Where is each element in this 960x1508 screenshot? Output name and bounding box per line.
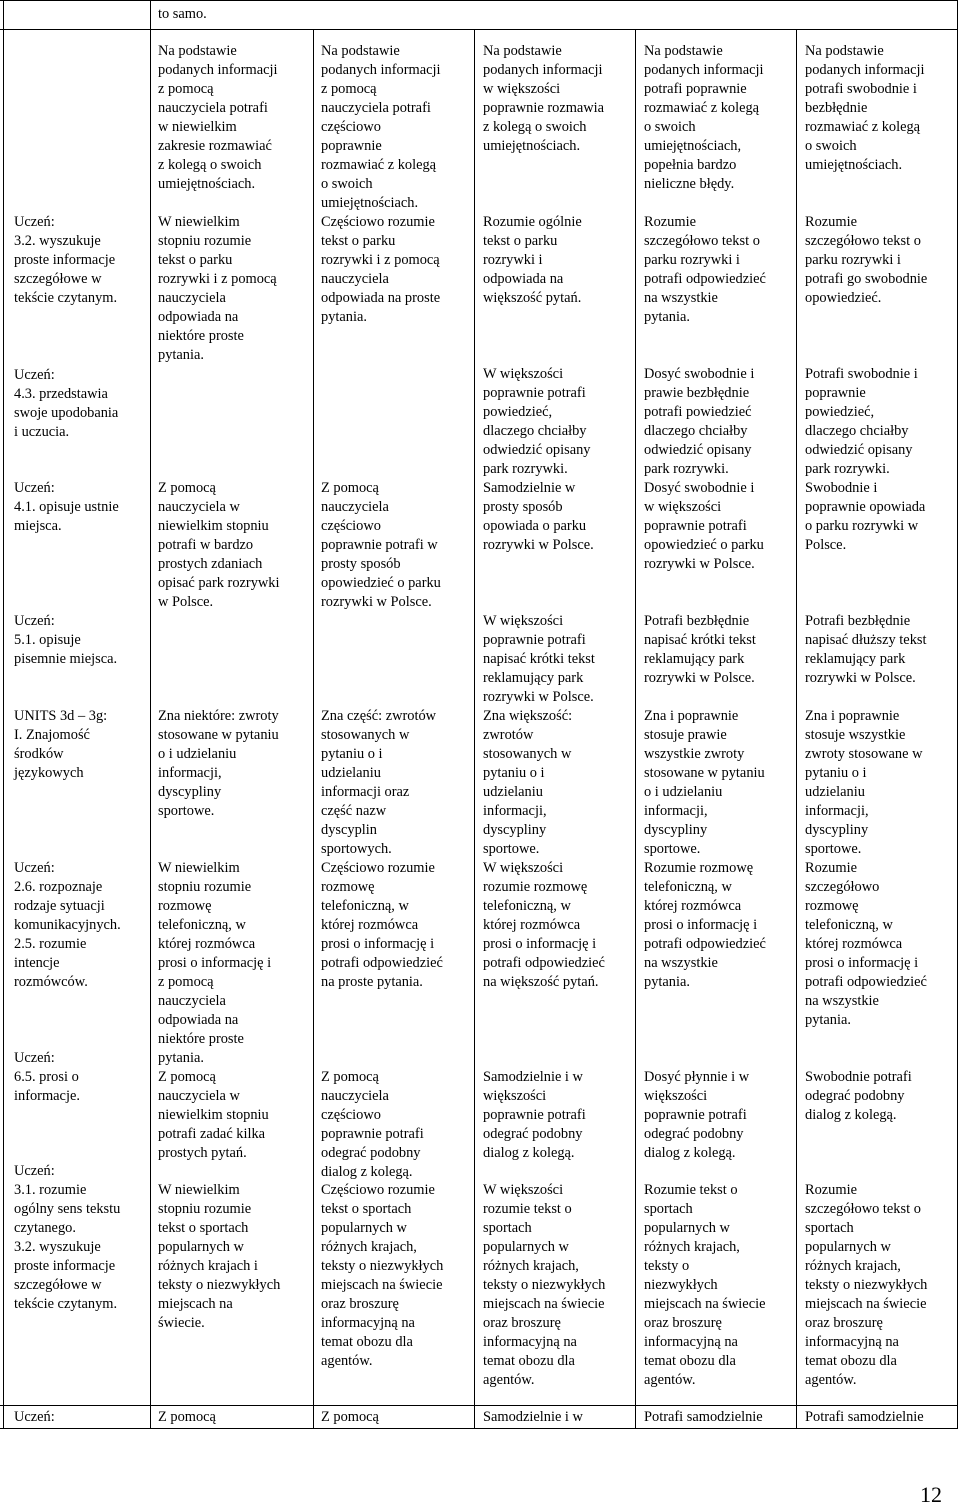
criteria-block: Z pomocą nauczyciela w niewielkim stopniu potrafi zadać kilka prostych pytań. xyxy=(158,1069,269,1161)
criteria-block: Rozumie szczegółowo tekst o sportach popularnych w różnych krajach, teksty o niezwykłych miejscach na świecie oraz broszurę informacyjną na temat obozu dla agentów. xyxy=(805,1182,928,1388)
criteria-block: Potrafi bezbłędnie napisać krótki tekst reklamujący park rozrywki w Polsce. xyxy=(644,613,756,686)
top-continuation-text: to samo. xyxy=(158,6,207,22)
req-block: UNITS 3d – 3g: I. Znajomość środków językowych xyxy=(14,708,108,781)
criteria-block: Zna i poprawnie stosuje wszystkie zwroty stosowane w pytaniu o i udzielaniu informacji, dyscypliny sportowe. xyxy=(805,708,923,857)
row-divider-top xyxy=(0,29,958,30)
col-border-1 xyxy=(150,0,151,1429)
req-block: Uczeń: 6.5. prosi o informacje. xyxy=(14,1050,80,1104)
criteria-block: Rozumie ogólnie tekst o parku rozrywki i odpowiada na większość pytań. xyxy=(483,214,582,306)
criteria-block: Na podstawie podanych informacji z pomocą nauczyciela potrafi częściowo poprawnie rozmawiać z kolegą o swoich umiejętnościach. xyxy=(321,43,441,211)
criteria-block: Swobodnie i poprawnie opowiada o parku rozrywki w Polsce. xyxy=(805,480,926,553)
bottom-cell: Potrafi samodzielnie xyxy=(805,1409,924,1425)
criteria-block: Rozumie szczegółowo rozmowę telefoniczną, w której rozmówca prosi o informację i potrafi odpowiedzieć na wszystkie pytania. xyxy=(805,860,927,1028)
criteria-block: W niewielkim stopniu rozumie rozmowę telefoniczną, w której rozmówca prosi o informację i z pomocą nauczyciela odpowiada na niektóre proste pytania. xyxy=(158,860,272,1066)
req-block: Uczeń: 4.1. opisuje ustnie miejsca. xyxy=(14,480,119,534)
criteria-block: Zna i poprawnie stosuje prawie wszystkie zwroty stosowane w pytaniu o i udzielaniu informacji, dyscypliny sportowe. xyxy=(644,708,765,857)
col-border-0 xyxy=(3,0,4,1429)
bottom-cell: Potrafi samodzielnie xyxy=(644,1409,763,1425)
page-number: 12 xyxy=(920,1482,942,1507)
criteria-block: Potrafi bezbłędnie napisać dłuższy tekst reklamujący park rozrywki w Polsce. xyxy=(805,613,927,686)
criteria-block: Na podstawie podanych informacji z pomocą nauczyciela potrafi w niewielkim zakresie rozmawiać z kolegą o swoich umiejętnościach. xyxy=(158,43,278,192)
criteria-block: Potrafi swobodnie i poprawnie powiedzieć, dlaczego chciałby odwiedzić opisany park rozrywki. xyxy=(805,366,918,477)
criteria-block: Zna część: zwrotów stosowanych w pytaniu o i udzielaniu informacji oraz część nazw dyscyplin sportowych. xyxy=(321,708,437,857)
criteria-block: Rozumie tekst o sportach popularnych w różnych krajach, teksty o niezwykłych miejscach na świecie oraz broszurę informacyjną na temat obozu dla agentów. xyxy=(644,1182,766,1388)
criteria-block: Rozumie rozmowę telefoniczną, w której rozmówca prosi o informację i potrafi odpowiedzieć na wszystkie pytania. xyxy=(644,860,766,990)
criteria-block: Częściowo rozumie rozmowę telefoniczną, w której rozmówca prosi o informację i potrafi odpowiedzieć na proste pytania. xyxy=(321,860,443,990)
criteria-block: Dosyć swobodnie i prawie bezbłędnie potrafi powiedzieć dlaczego chciałby odwiedzić opisany park rozrywki. xyxy=(644,366,755,477)
criteria-block: Rozumie szczegółowo tekst o parku rozrywki i potrafi go swobodnie opowiedzieć. xyxy=(805,214,928,306)
req-block: Uczeń: 5.1. opisuje pisemnie miejsca. xyxy=(14,613,118,667)
col-border-4 xyxy=(635,29,636,1429)
criteria-block: Dosyć płynnie i w większości poprawnie potrafi odegrać podobny dialog z kolegą. xyxy=(644,1069,750,1161)
bottom-cell: Samodzielnie i w xyxy=(483,1409,583,1425)
criteria-block: Samodzielnie w prosty sposób opowiada o parku rozrywki w Polsce. xyxy=(483,480,594,553)
criteria-block: Z pomocą nauczyciela częściowo poprawnie potrafi w prosty sposób opowiedzieć o parku rozrywki w Polsce. xyxy=(321,480,441,610)
criteria-block: Rozumie szczegółowo tekst o parku rozrywki i potrafi odpowiedzieć na wszystkie pytania. xyxy=(644,214,766,325)
criteria-block: Częściowo rozumie tekst o parku rozrywki i z pomocą nauczyciela odpowiada na proste pytania. xyxy=(321,214,441,325)
bottom-cell: Z pomocą xyxy=(321,1409,379,1425)
table-bottom-border xyxy=(0,1428,958,1429)
col-border-2 xyxy=(313,29,314,1429)
criteria-block: W niewielkim stopniu rozumie tekst o parku rozrywki i z pomocą nauczyciela odpowiada na niektóre proste pytania. xyxy=(158,214,277,363)
criteria-block: W większości poprawnie potrafi napisać krótki tekst reklamujący park rozrywki w Polsce. xyxy=(483,613,595,705)
criteria-block: Dosyć swobodnie i w większości poprawnie potrafi opowiedzieć o parku rozrywki w Polsce. xyxy=(644,480,764,572)
criteria-block: Na podstawie podanych informacji potrafi swobodnie i bezbłędnie rozmawiać z kolegą o swoich umiejętnościach. xyxy=(805,43,925,173)
req-block: Uczeń: 4.3. przedstawia swoje upodobania i uczucia. xyxy=(14,367,119,440)
criteria-block: Na podstawie podanych informacji w większości poprawnie rozmawia z kolegą o swoich umiejętnościach. xyxy=(483,43,605,154)
col-border-5 xyxy=(796,29,797,1429)
col-border-3 xyxy=(474,29,475,1429)
criteria-block: Samodzielnie i w większości poprawnie potrafi odegrać podobny dialog z kolegą. xyxy=(483,1069,586,1161)
req-block: Uczeń: 3.2. wyszukuje proste informacje szczegółowe w tekście czytanym. xyxy=(14,214,118,306)
criteria-block: Z pomocą nauczyciela w niewielkim stopniu potrafi w bardzo prostych zdaniach opisać park rozrywki w Polsce. xyxy=(158,480,280,610)
criteria-block: Swobodnie potrafi odegrać podobny dialog z kolegą. xyxy=(805,1069,912,1123)
criteria-block: W niewielkim stopniu rozumie tekst o sportach popularnych w różnych krajach i teksty o niezwykłych miejscach na świecie. xyxy=(158,1182,281,1331)
req-block: Uczeń: 2.6. rozpoznaje rodzaje sytuacji komunikacyjnych. 2.5. rozumie intencje rozmówców. xyxy=(14,860,121,990)
criteria-block: Zna niektóre: zwroty stosowane w pytaniu o i udzielaniu informacji, dyscypliny sportowe. xyxy=(158,708,279,819)
table-top-border xyxy=(0,0,958,1)
criteria-block: Na podstawie podanych informacji potrafi poprawnie rozmawiać z kolegą o swoich umiejętnościach, popełnia bardzo nieliczne błędy. xyxy=(644,43,764,192)
criteria-block: Zna większość: zwrotów stosowanych w pytaniu o i udzielaniu informacji, dyscypliny sportowe. xyxy=(483,708,573,857)
bottom-cell: Uczeń: xyxy=(14,1409,55,1425)
criteria-block: W większości rozumie tekst o sportach popularnych w różnych krajach, teksty o niezwykłych miejscach na świecie oraz broszurę informacyjną na temat obozu dla agentów. xyxy=(483,1182,606,1388)
col-border-6 xyxy=(957,0,958,1429)
req-block: Uczeń: 3.1. rozumie ogólny sens tekstu czytanego. 3.2. wyszukuje proste informacje szczegółowe w tekście czytanym. xyxy=(14,1163,121,1312)
criteria-block: Częściowo rozumie tekst o sportach popularnych w różnych krajach, teksty o niezwykłych miejscach na świecie oraz broszurę informacyjną na temat obozu dla agentów. xyxy=(321,1182,444,1369)
criteria-block: W większości rozumie rozmowę telefoniczną, w której rozmówca prosi o informację i potrafi odpowiedzieć na większość pytań. xyxy=(483,860,605,990)
criteria-block: Z pomocą nauczyciela częściowo poprawnie potrafi odegrać podobny dialog z kolegą. xyxy=(321,1069,424,1180)
bottom-cell: Z pomocą xyxy=(158,1409,216,1425)
row-divider-bottom xyxy=(0,1405,958,1406)
criteria-block: W większości poprawnie potrafi powiedzieć, dlaczego chciałby odwiedzić opisany park rozrywki. xyxy=(483,366,591,477)
